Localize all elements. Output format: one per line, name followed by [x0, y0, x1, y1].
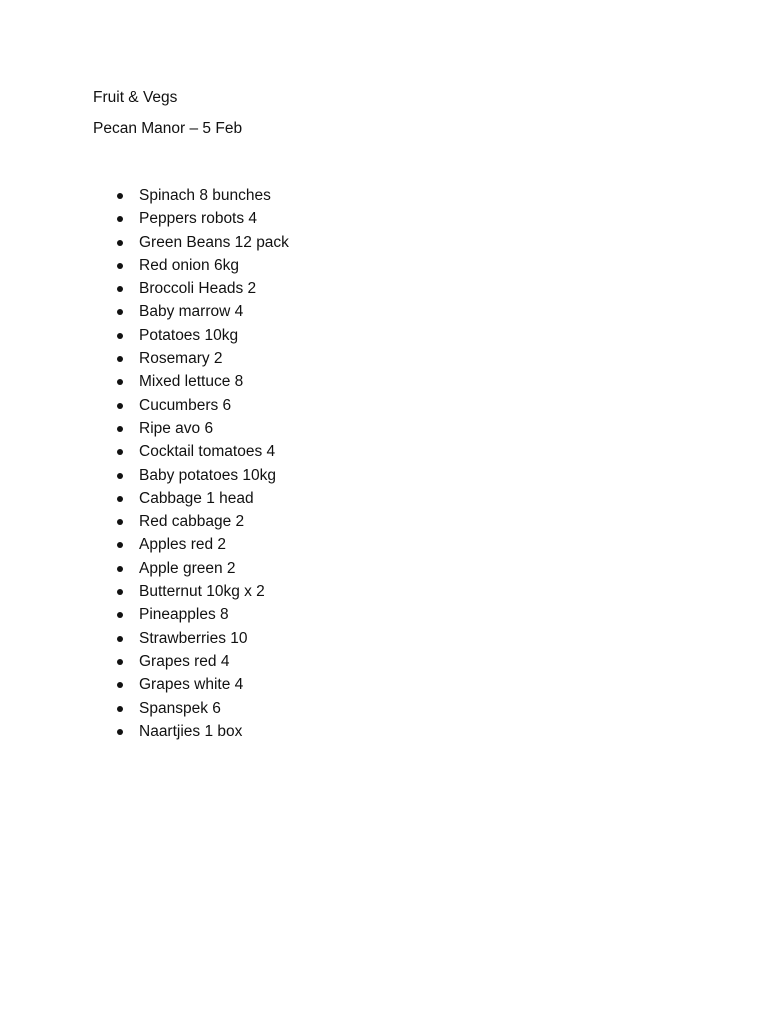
- list-item-text: Strawberries 10: [139, 629, 248, 647]
- list-item-text: Red onion 6kg: [139, 256, 239, 274]
- list-item-text: Naartjies 1 box: [139, 722, 243, 740]
- list-item-text: Grapes white 4: [139, 676, 244, 694]
- list-item-text: Green Beans 12 pack: [139, 233, 289, 251]
- list-item-text: Ripe avo 6: [139, 419, 214, 437]
- bullet-icon: [117, 309, 123, 315]
- list-item-text: Baby potatoes 10kg: [139, 466, 277, 484]
- bullet-icon: [117, 542, 123, 548]
- bullet-icon: [117, 333, 123, 339]
- list-item-text: Cocktail tomatoes 4: [139, 443, 276, 461]
- bullet-icon: [117, 356, 123, 362]
- list-item-text: Peppers robots 4: [139, 210, 258, 228]
- bullet-icon: [117, 682, 123, 688]
- list-item-text: Grapes red 4: [139, 652, 230, 670]
- bullet-icon: [117, 589, 123, 595]
- list-item-text: Red cabbage 2: [139, 513, 245, 531]
- list-item-text: Broccoli Heads 2: [139, 280, 257, 298]
- bullet-icon: [117, 263, 123, 269]
- bullet-icon: [117, 636, 123, 642]
- bullet-icon: [117, 519, 123, 525]
- document-title: Fruit & Vegs: [93, 89, 178, 106]
- bullet-icon: [117, 612, 123, 618]
- list-item-text: Mixed lettuce 8: [139, 373, 244, 391]
- bullet-icon: [117, 706, 123, 712]
- list-item-text: Spinach 8 bunches: [139, 187, 271, 204]
- bullet-icon: [117, 216, 123, 222]
- bullet-icon: [117, 426, 123, 432]
- list-item-text: Butternut 10kg x 2: [139, 583, 265, 601]
- list-item-text: Pineapples 8: [139, 606, 229, 624]
- list-item-text: Cabbage 1 head: [139, 489, 254, 507]
- bullet-icon: [117, 473, 123, 479]
- bullet-icon: [117, 286, 123, 292]
- list-item-text: Apples red 2: [139, 536, 227, 554]
- bullet-icon: [117, 403, 123, 409]
- bullet-icon: [117, 496, 123, 502]
- bullet-icon: [117, 566, 123, 572]
- list-item-text: Cucumbers 6: [139, 396, 232, 414]
- bullet-icon: [117, 240, 123, 246]
- bullet-icon: [117, 729, 123, 735]
- bullet-icon: [117, 449, 123, 455]
- document-subtitle: Pecan Manor – 5 Feb: [93, 120, 243, 137]
- list-item-text: Spanspek 6: [139, 699, 221, 717]
- bullet-icon: [117, 379, 123, 385]
- list-item-text: Potatoes 10kg: [139, 326, 239, 344]
- bullet-icon: [117, 659, 123, 665]
- list-item-text: Baby marrow 4: [139, 303, 244, 321]
- list-item-text: Apple green 2: [139, 559, 236, 577]
- bullet-icon: [117, 193, 123, 199]
- list-item-text: Rosemary 2: [139, 350, 223, 368]
